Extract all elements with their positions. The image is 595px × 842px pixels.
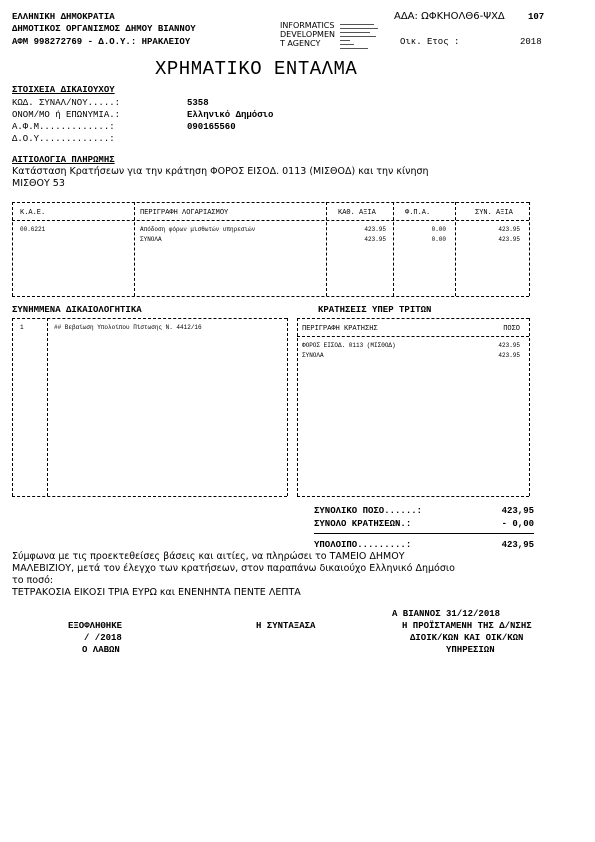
head-line-2: ΔΙΟΙΚ/ΚΩΝ ΚΑΙ ΟΙΚ/ΚΩΝ bbox=[410, 633, 524, 643]
mandate-number: 107 bbox=[528, 12, 545, 22]
withholding-totals-label: ΣΥΝΟΛΑ bbox=[302, 352, 324, 359]
payment-text-line-1: Σύμφωνα με τις προεκτεθείσες βάσεις και αιτίες, να πληρώσει το ΤΑΜΕΙΟ ΔΗΜΟΥ bbox=[12, 551, 405, 562]
justification-line-2: ΜΙΣΘΟΥ 53 bbox=[12, 178, 65, 189]
fiscal-year-value: 2018 bbox=[520, 37, 542, 47]
logo-small-print bbox=[340, 22, 380, 49]
place-date: Α ΒΙΑΝΝΟΣ 31/12/2018 bbox=[392, 609, 501, 619]
head-line-1: Η ΠΡΟΪΣΤΑΜΕΝΗ ΤΗΣ Δ/ΝΣΗΣ bbox=[402, 621, 532, 631]
justification-heading: ΑΙΤΙΟΛΟΓΙΑ ΠΛΗΡΩΜΗΣ bbox=[12, 155, 115, 165]
document-title: ΧΡΗΜΑΤΙΚΟ ΕΝΤΑΛΜΑ bbox=[155, 58, 358, 80]
ada-code: ΑΔΑ: ΩΦΚΗΟΛΘ6-ΨΧΔ bbox=[394, 11, 505, 22]
total-amount-value: 423,95 bbox=[501, 506, 534, 516]
accounts-header-net: ΚΑΘ. ΑΞΙΑ bbox=[338, 209, 376, 217]
beneficiary-afm-value: 090165560 bbox=[187, 122, 236, 132]
table-totals-net: 423.95 bbox=[364, 236, 386, 243]
withholding-row-amount: 423.95 bbox=[498, 342, 520, 349]
receiver-label: Ο ΛΑΒΩΝ bbox=[82, 645, 120, 655]
table-row-description: Απόδοση φόρων μισθωτών υπηρεσιών bbox=[140, 226, 256, 233]
agency-logo bbox=[280, 21, 335, 48]
withholdings-heading: ΚΡΑΤΗΣΕΙΣ ΥΠΕΡ ΤΡΙΤΩΝ bbox=[318, 305, 432, 315]
table-totals-label: ΣΥΝΟΛΑ bbox=[140, 236, 162, 243]
payment-text-line-3: το ποσό: bbox=[12, 575, 54, 586]
table-totals-total: 423.95 bbox=[498, 236, 520, 243]
document-number: 1 bbox=[20, 324, 24, 331]
withholdings-header-description: ΠΕΡΙΓΡΑΦΗ ΚΡΑΤΗΣΗΣ bbox=[302, 325, 378, 333]
table-row-kae: 00.6221 bbox=[20, 226, 46, 233]
org-line-2: ΔΗΜΟΤΙΚΟΣ ΟΡΓΑΝΙΣΜΟΣ ΔΗΜΟΥ ΒΙΑΝΝΟΥ bbox=[12, 24, 196, 34]
beneficiary-doy-label: Δ.Ο.Υ.............: bbox=[12, 134, 115, 144]
accounts-header-total: ΣΥΝ. ΑΞΙΑ bbox=[475, 209, 513, 217]
beneficiary-heading: ΣΤΟΙΧΕΙΑ ΔΙΚΑΙΟΥΧΟΥ bbox=[12, 85, 115, 95]
paid-label: ΕΞΟΦΛΗΘΗΚΕ bbox=[68, 621, 123, 631]
org-line-1: ΕΛΛΗΝΙΚΗ ΔΗΜΟΚΡΑΤΙΑ bbox=[12, 12, 115, 22]
withholding-row-description: ΦΟΡΟΣ ΕΙΣΟΔ. 0113 (ΜΙΣΘΟΔ) bbox=[302, 342, 396, 349]
remaining-label: ΥΠΟΛΟΙΠΟ.........: bbox=[314, 540, 412, 550]
document-description: ## Βεβαίωση Υπολοίπου Πίστωσης Ν. 4412/16 bbox=[54, 324, 202, 331]
documents-heading: ΣΥΝΗΜΜΕΝΑ ΔΙΚΑΙΟΛΟΓΗΤΙΚΑ bbox=[12, 305, 142, 315]
fiscal-year-label: Οικ. Ετος : bbox=[400, 37, 460, 47]
beneficiary-afm-label: Α.Φ.Μ.............: bbox=[12, 122, 115, 132]
beneficiary-code-value: 5358 bbox=[187, 98, 209, 108]
total-amount-label: ΣΥΝΟΛΙΚΟ ΠΟΣΟ......: bbox=[314, 506, 423, 516]
accounts-header-kae: Κ.Α.Ε. bbox=[20, 209, 46, 217]
remaining-value: 423,95 bbox=[501, 540, 534, 550]
amount-in-words: ΤΕΤΡΑΚΟΣΙΑ ΕΙΚΟΣΙ ΤΡΙΑ ΕΥΡΩ και ΕΝΕΝΗΝΤΑ ΠΕΝΤΕ ΛΕΠΤΑ bbox=[12, 587, 301, 598]
logo-line-1: INFORMATICS bbox=[280, 21, 335, 30]
author-label: Η ΣΥΝΤΑΞΑΣΑ bbox=[256, 621, 316, 631]
withholding-totals-amount: 423.95 bbox=[498, 352, 520, 359]
payment-text-line-2: ΜΑΛΕΒΙΖΙΟΥ, μετά τον έλεγχο των κρατήσεων, στον παραπάνω δικαιούχο Ελληνικό Δημόσιο bbox=[12, 563, 455, 574]
beneficiary-code-label: ΚΩΔ. ΣΥΝΑΛ/ΝΟΥ.....: bbox=[12, 98, 121, 108]
beneficiary-name-value: Ελληνικό Δημόσιο bbox=[187, 110, 274, 120]
table-row-net: 423.95 bbox=[364, 226, 386, 233]
logo-line-3: T AGENCY bbox=[280, 39, 321, 48]
paid-date: / /2018 bbox=[84, 633, 122, 643]
table-row-total: 423.95 bbox=[498, 226, 520, 233]
beneficiary-name-label: ΟΝΟΜ/ΜΟ ή ΕΠΩΝΥΜΙΑ.: bbox=[12, 110, 121, 120]
table-totals-vat: 0.00 bbox=[431, 236, 446, 243]
table-row-vat: 0.00 bbox=[431, 226, 446, 233]
total-withholdings-label: ΣΥΝΟΛΟ ΚΡΑΤΗΣΕΩΝ.: bbox=[314, 519, 412, 529]
head-line-3: ΥΠΗΡΕΣΙΩΝ bbox=[446, 645, 495, 655]
total-withholdings-value: - 0,00 bbox=[501, 519, 534, 529]
org-line-3: ΑΦΜ 998272769 - Δ.Ο.Υ.: ΗΡΑΚΛΕΙΟΥ bbox=[12, 37, 191, 47]
accounts-header-vat: Φ.Π.Α. bbox=[405, 209, 431, 217]
accounts-header-description: ΠΕΡΙΓΡΑΦΗ ΛΟΓΑΡΙΑΣΜΟΥ bbox=[140, 209, 229, 217]
logo-line-2: DEVELOPMEN bbox=[280, 30, 335, 39]
justification-line-1: Κατάσταση Κρατήσεων για την κράτηση ΦΟΡΟΣ ΕΙΣΟΔ. 0113 (ΜΙΣΘΟΔ) και την κίνηση bbox=[12, 166, 429, 177]
withholdings-header-amount: ΠΟΣΟ bbox=[503, 325, 520, 333]
